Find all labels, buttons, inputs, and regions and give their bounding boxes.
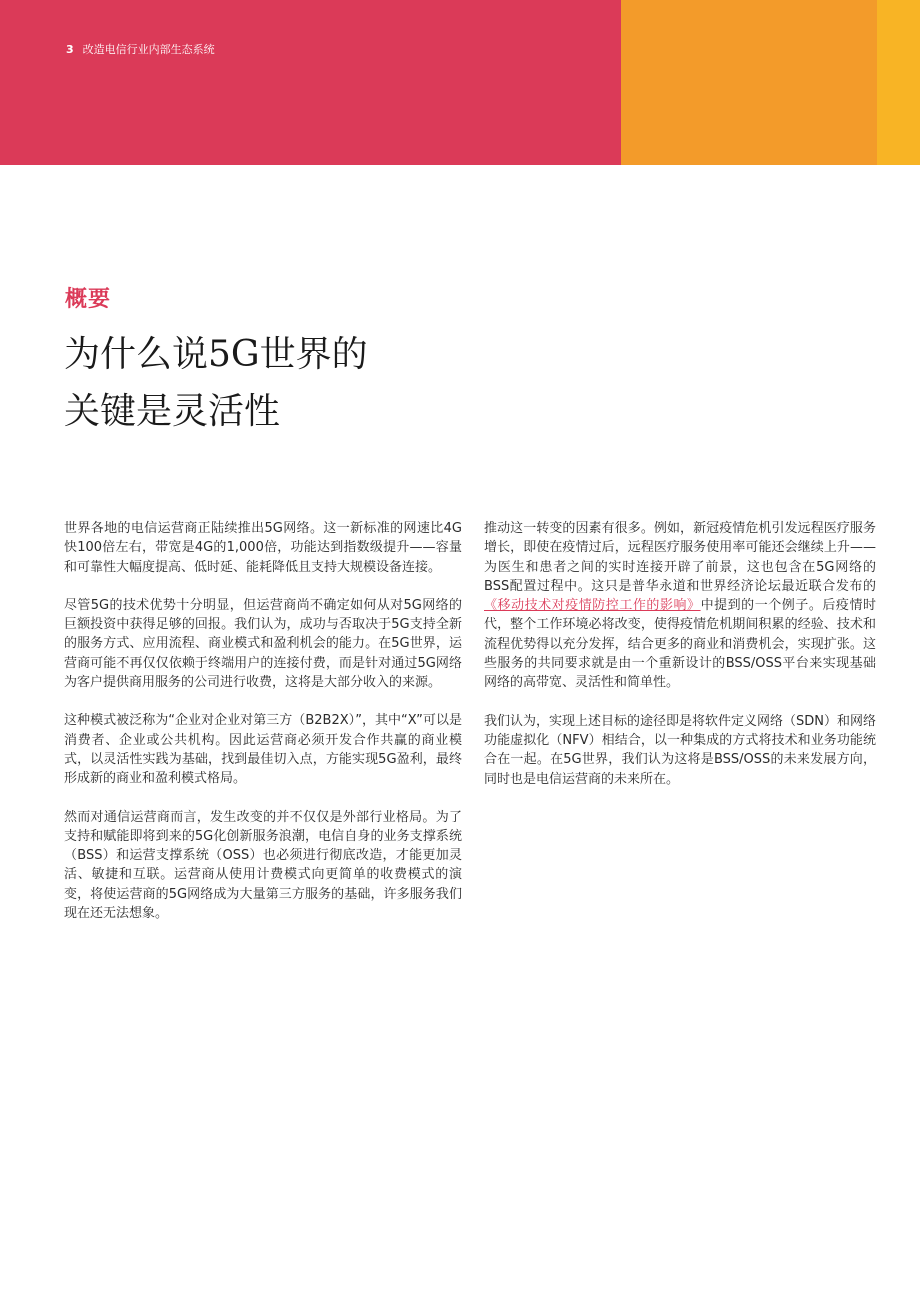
report-link[interactable]: 《移动技术对疫情防控工作的影响》 xyxy=(484,598,701,614)
section-kicker: 概要 xyxy=(65,287,112,312)
page-title xyxy=(64,326,484,440)
paragraph-text: 中提到的一个例子。后疫情时代，整个工作环境必将改变，使得疫情危机期间积累的经验、技术和流程优势得以充分发挥，结合更多的商业和消费机会，实现扩张。这些服务的共同要求就是由一个重新设计的BSS/OSS平台来实现基础网络的高带宽、灵活性和简单性。 xyxy=(484,598,876,691)
paragraph xyxy=(484,519,876,693)
header-banner xyxy=(0,0,920,165)
section-title: 改造电信行业内部生态系统 xyxy=(82,43,215,56)
running-header xyxy=(66,41,215,57)
paragraph-text: 推动这一转变的因素有很多。例如，新冠疫情危机引发远程医疗服务增长，即使在疫情过后，远程医疗服务使用率可能还会继续上升——为医生和患者之间的实时连接开辟了前景，这也包含在5G网络的BSS配置过程中。这只是普华永道和世界经济论坛最近联合发布的 xyxy=(484,521,876,594)
paragraph: 然而对通信运营商而言，发生改变的并不仅仅是外部行业格局。为了支持和赋能即将到来的5G化创新服务浪潮，电信自身的业务支撑系统（BSS）和运营支撑系统（OSS）也必须进行彻底改造，才能更加灵活、敏捷和互联。运营商从使用计费模式向更简单的收费模式的演变，将使运营商的5G网络成为大量第三方服务的基础，许多服务我们现在还无法想象。 xyxy=(64,809,462,922)
title-line-2: 关键是灵活性 xyxy=(64,391,281,432)
left-column xyxy=(64,519,462,942)
paragraph: 这种模式被泛称为“企业对企业对第三方（B2B2X）”，其中“X”可以是消费者、企业或公共机构。因此运营商必须开发合作共赢的商业模式，以灵活性实践为基础，找到最佳切入点，方能实现5G盈利，最终形成新的商业和盈利模式格局。 xyxy=(64,713,462,787)
paragraph: 我们认为，实现上述目标的途径即是将软件定义网络（SDN）和网络功能虚拟化（NFV）相结合，以一种集成的方式将技术和业务功能统合在一起。在5G世界，我们认为这将是BSS/OSS的未来发展方向，同时也是电信运营商的未来所在。 xyxy=(484,713,876,787)
banner-orange-block xyxy=(621,0,877,165)
paragraph: 世界各地的电信运营商正陆续推出5G网络。这一新标准的网速比4G快100倍左右，带宽是4G的1,000倍，功能达到指数级提升——容量和可靠性大幅度提高、低时延、能耗降低且支持大规模设备连接。 xyxy=(64,521,462,575)
paragraph: 尽管5G的技术优势十分明显，但运营商尚不确定如何从对5G网络的巨额投资中获得足够的回报。我们认为，成功与否取决于5G支持全新的服务方式、应用流程、商业模式和盈利机会的能力。在5G世界，运营商可能不再仅仅依赖于终端用户的连接付费，而是针对通过5G网络为客户提供商用服务的公司进行收费，这将是大部分收入的来源。 xyxy=(64,597,462,691)
page-number: 3 xyxy=(66,43,74,56)
title-line-1: 为什么说5G世界的 xyxy=(64,334,368,375)
banner-red-block xyxy=(0,0,621,165)
banner-yellow-block xyxy=(877,0,920,165)
right-column xyxy=(484,519,876,808)
